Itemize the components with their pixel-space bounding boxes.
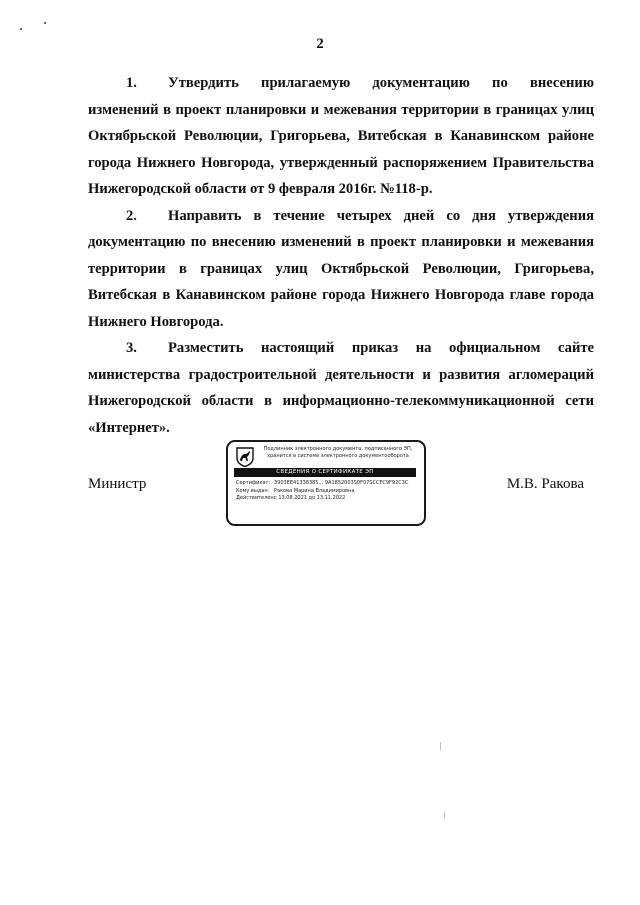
page-number: 2 [316,36,324,52]
paragraph-text: Утвердить прилагаемую документацию по внесению изменений в проект планировки и межевания территории в границах улиц Октябрьской Революции, Григорьева, Витебская в Канавинском районе города Нижнего Новгорода, утвержденный распоряжением Правительства Нижегородской области от 9 февраля 2016г. №118-р. [88,75,594,197]
signature-block [0,446,640,558]
stamp-header-line: Подлинник электронного документа, подписанного ЭП, [263,446,413,452]
stamp-header [256,446,420,460]
validity-label: Действителен: [236,495,276,501]
document-body [88,70,594,441]
paragraph-3 [88,335,594,441]
paragraph-2 [88,203,594,336]
issued-to-row [236,488,416,496]
scan-mark [444,812,445,818]
electronic-signature-stamp [226,440,426,526]
scan-speck [44,22,46,24]
stamp-details [236,480,416,503]
validity-row [236,495,416,503]
stamp-header-line: хранится в системе электронного документооборота [267,453,409,459]
signatory-name: М.В. Ракова [506,476,584,492]
validity-value: с 13.08.2021 до 13.11.2022 [274,495,346,501]
stamp-title-bar: СВЕДЕНИЯ О СЕРТИФИКАТЕ ЭП [234,468,416,477]
certificate-label: Сертификат: [236,480,271,486]
paragraph-text: Разместить настоящий приказ на официальном сайте министерства градостроительной деятельности и развития агломераций Нижегородской области в информационно-телекоммуникационной сети «Интернет». [88,340,594,436]
certificate-row [236,480,416,488]
signatory-role: Министр [88,476,147,492]
paragraph-1 [88,70,594,203]
coat-of-arms-icon [236,447,254,467]
paragraph-number: 1. [126,75,137,91]
paragraph-number: 3. [126,340,137,356]
scan-speck [20,28,22,30]
certificate-value: 3903EE41338385... 9A1852003S0F07SCCFC9F92C3C [274,480,409,486]
paragraph-text: Направить в течение четырех дней со дня утверждения документацию по внесению изменений в проект планировки и межевания территории в границах улиц Октябрьской Революции, Григорьева, Витебская в Канавинском районе города Нижнего Новгорода главе города Нижнего Новгорода. [88,207,594,330]
issued-to-label: Кому выдан: [236,487,270,494]
paragraph-number: 2. [126,207,137,224]
scan-mark [440,742,441,750]
issued-to-value: Ракова Марина Владимировна [274,487,355,494]
